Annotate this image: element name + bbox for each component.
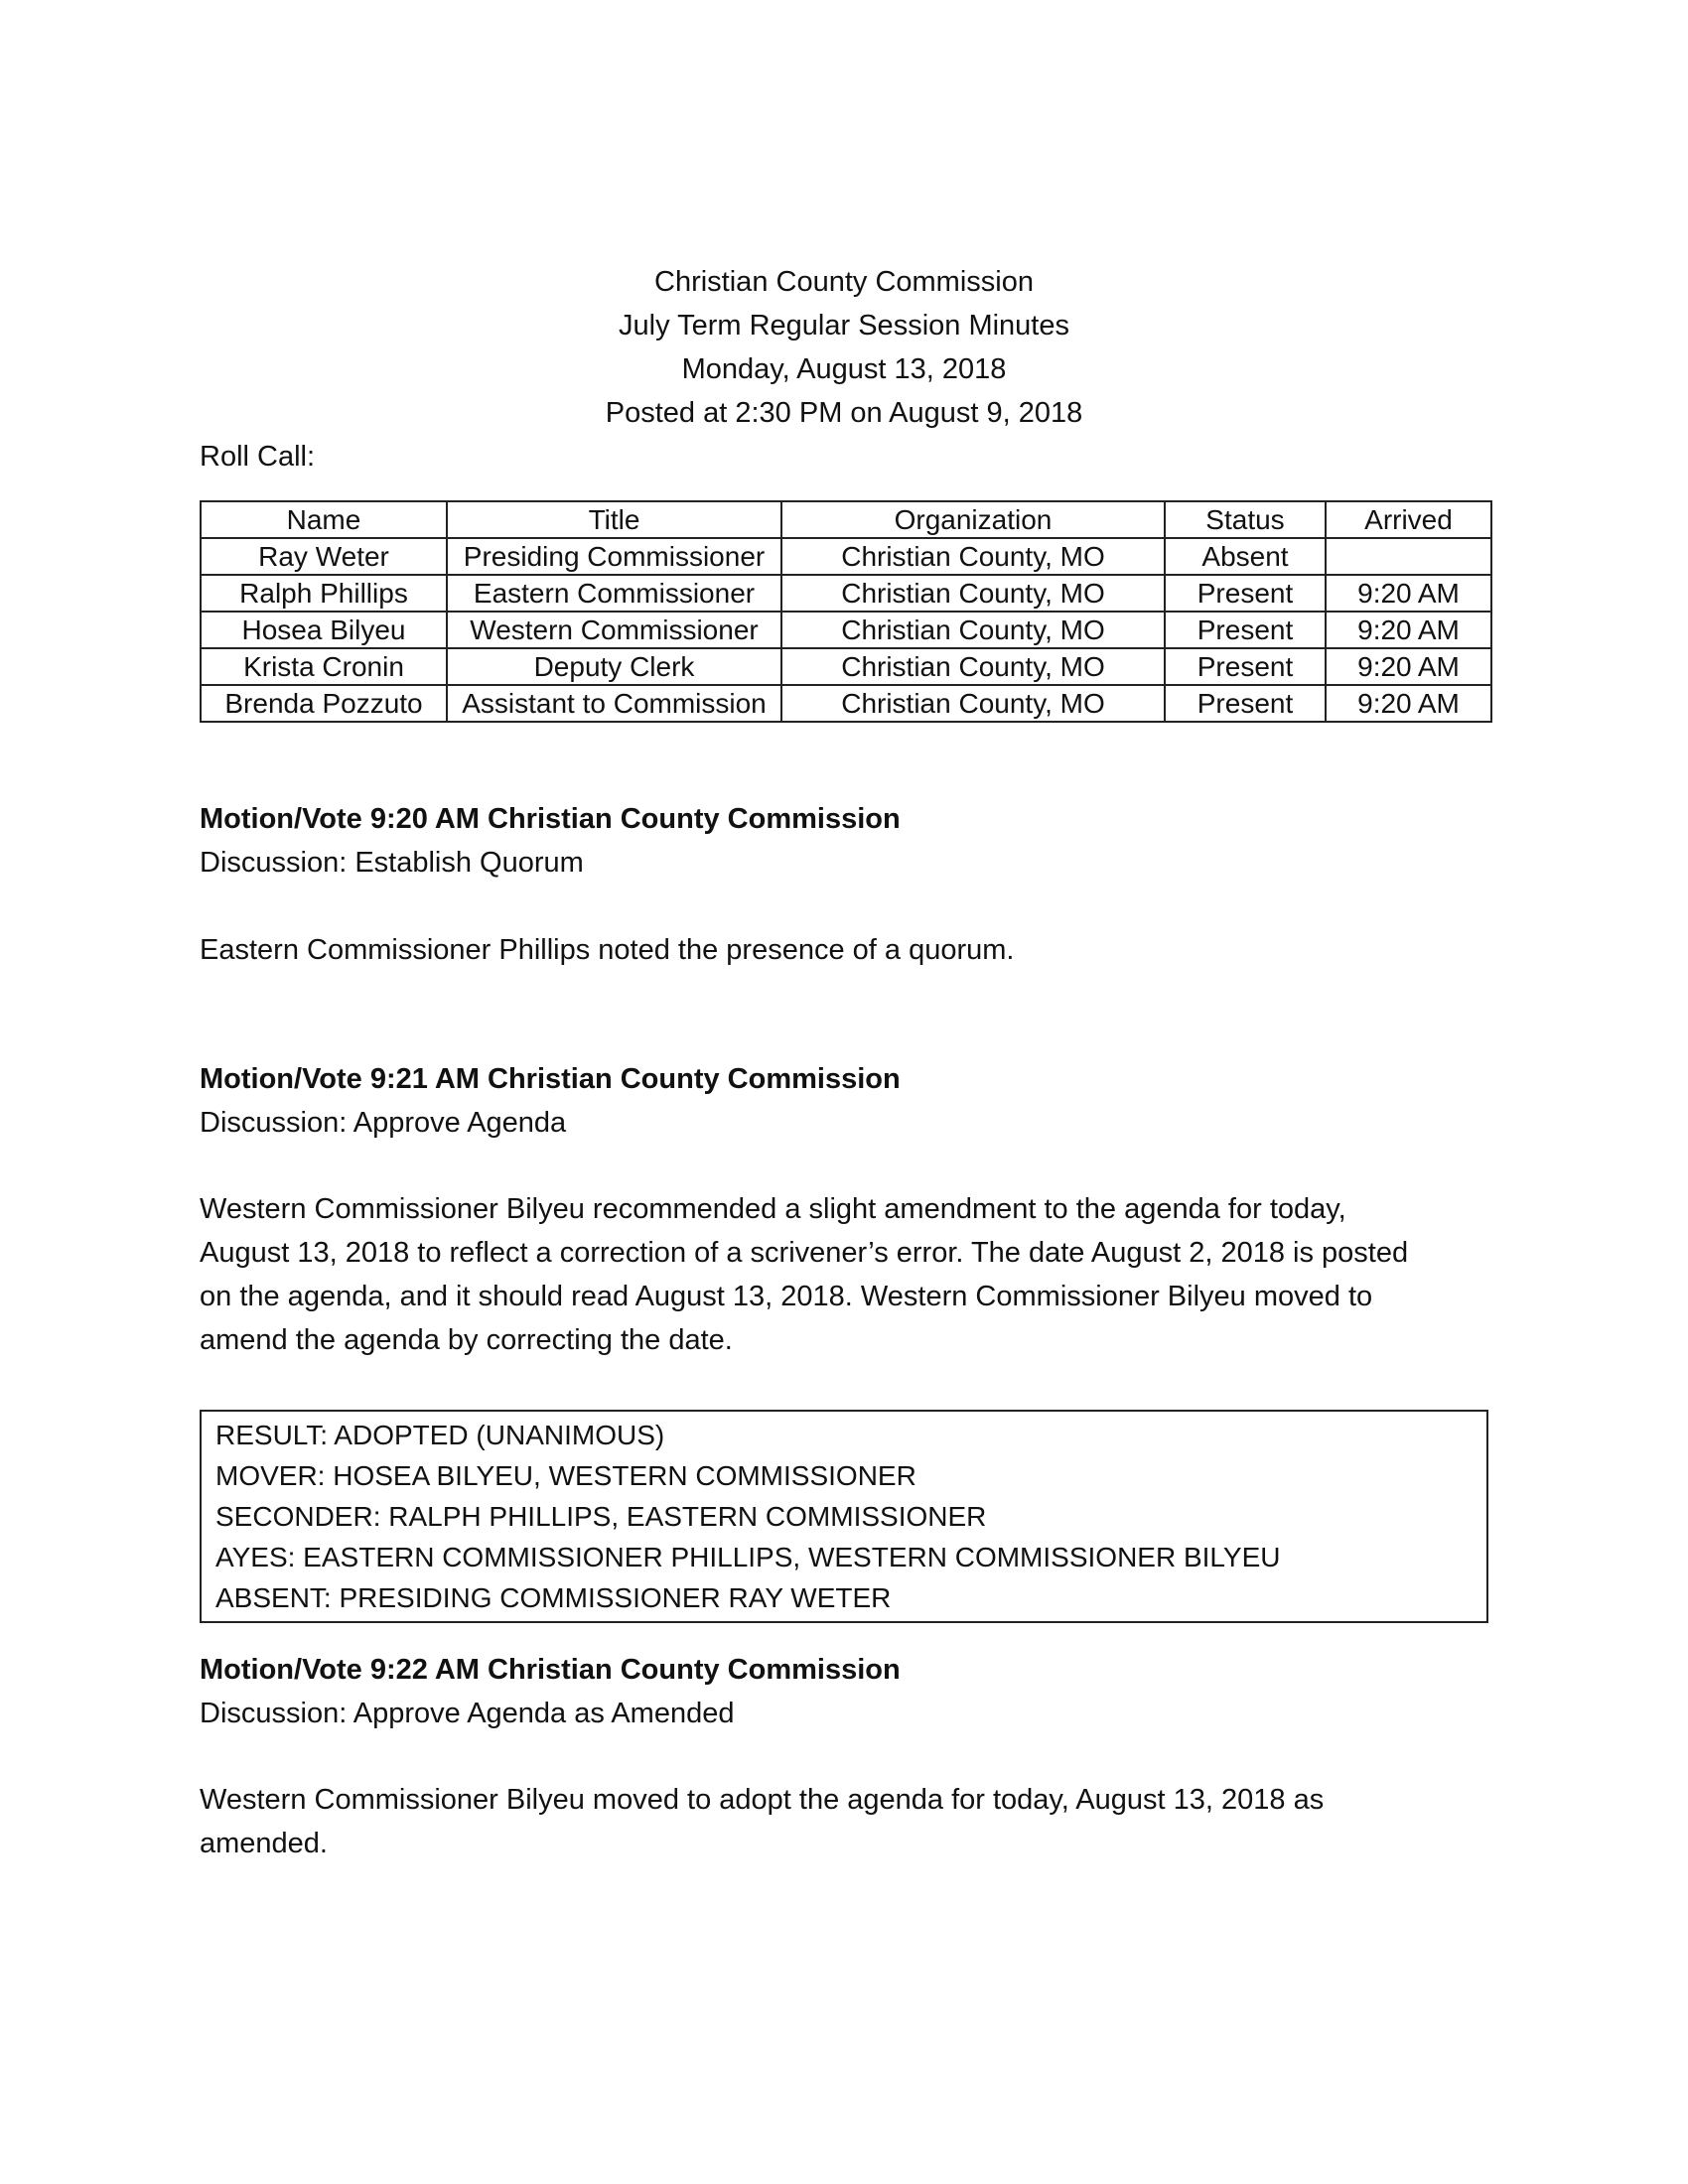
motion-2-text-line: Western Commissioner Bilyeu recommended a slight amendment to the agenda for today, [200,1193,1346,1225]
column-header-title: Title [447,501,781,538]
cell-name: Hosea Bilyeu [201,612,447,648]
cell-arrived [1326,538,1491,575]
motion-3-heading: Motion/Vote 9:22 AM Christian County Commission [200,1654,901,1686]
motion-2-result-box [200,1410,1488,1623]
ayes-line: AYES: EASTERN COMMISSIONER PHILLIPS, WESTERN COMMISSIONER BILYEU [215,1542,1281,1572]
column-header-name: Name [201,501,447,538]
cell-name: Ray Weter [201,538,447,575]
motion-3-discussion: Discussion: Approve Agenda as Amended [200,1698,735,1729]
cell-arrived: 9:20 AM [1326,685,1491,722]
cell-organization: Christian County, MO [781,685,1165,722]
cell-title: Western Commissioner [447,612,781,648]
motion-1-text: Eastern Commissioner Phillips noted the presence of a quorum. [200,934,1015,966]
cell-name: Krista Cronin [201,648,447,685]
roll-call-table [200,500,1492,723]
roll-call-label: Roll Call: [200,441,316,473]
cell-title: Presiding Commissioner [447,538,781,575]
motion-2-heading: Motion/Vote 9:21 AM Christian County Commission [200,1063,901,1095]
column-header-arrived: Arrived [1326,501,1491,538]
cell-arrived: 9:20 AM [1326,575,1491,612]
table-row [201,612,1491,648]
cell-organization: Christian County, MO [781,612,1165,648]
cell-title: Eastern Commissioner [447,575,781,612]
cell-organization: Christian County, MO [781,575,1165,612]
table-row [201,575,1491,612]
cell-status: Present [1165,685,1326,722]
header-session: July Term Regular Session Minutes [619,310,1069,341]
cell-title: Deputy Clerk [447,648,781,685]
cell-organization: Christian County, MO [781,538,1165,575]
column-header-organization: Organization [781,501,1165,538]
motion-1-heading: Motion/Vote 9:20 AM Christian County Commission [200,803,901,835]
column-header-status: Status [1165,501,1326,538]
result-line: RESULT: ADOPTED (UNANIMOUS) [215,1420,665,1450]
cell-organization: Christian County, MO [781,648,1165,685]
table-header-row [201,501,1491,538]
mover-line: MOVER: HOSEA BILYEU, WESTERN COMMISSIONER [215,1460,916,1491]
motion-2-text-line: amend the agenda by correcting the date. [200,1324,733,1356]
motion-1-discussion: Discussion: Establish Quorum [200,847,584,879]
seconder-line: SECONDER: RALPH PHILLIPS, EASTERN COMMISSIONER [215,1501,987,1532]
cell-name: Ralph Phillips [201,575,447,612]
cell-arrived: 9:20 AM [1326,648,1491,685]
motion-2-text-line: on the agenda, and it should read August 13, 2018. Western Commissioner Bilyeu moved to [200,1281,1373,1312]
motion-3-text-line: amended. [200,1828,328,1859]
table-row [201,648,1491,685]
header-posted: Posted at 2:30 PM on August 9, 2018 [605,397,1083,429]
header-date: Monday, August 13, 2018 [681,353,1007,385]
cell-status: Present [1165,612,1326,648]
cell-status: Absent [1165,538,1326,575]
motion-2-text [200,1187,1490,1362]
cell-arrived: 9:20 AM [1326,612,1491,648]
cell-status: Present [1165,648,1326,685]
header-organization: Christian County Commission [654,266,1034,298]
absent-line: ABSENT: PRESIDING COMMISSIONER RAY WETER [215,1582,892,1613]
motion-2-discussion: Discussion: Approve Agenda [200,1107,567,1139]
cell-title: Assistant to Commission [447,685,781,722]
cell-status: Present [1165,575,1326,612]
document-header [0,260,1688,435]
motion-3-text [200,1778,1490,1865]
cell-name: Brenda Pozzuto [201,685,447,722]
motion-3-text-line: Western Commissioner Bilyeu moved to adopt the agenda for today, August 13, 2018 as [200,1784,1325,1816]
table-row [201,685,1491,722]
motion-2-text-line: August 13, 2018 to reflect a correction of a scrivener’s error. The date August 2, 2018 is posted [200,1237,1409,1269]
table-row [201,538,1491,575]
